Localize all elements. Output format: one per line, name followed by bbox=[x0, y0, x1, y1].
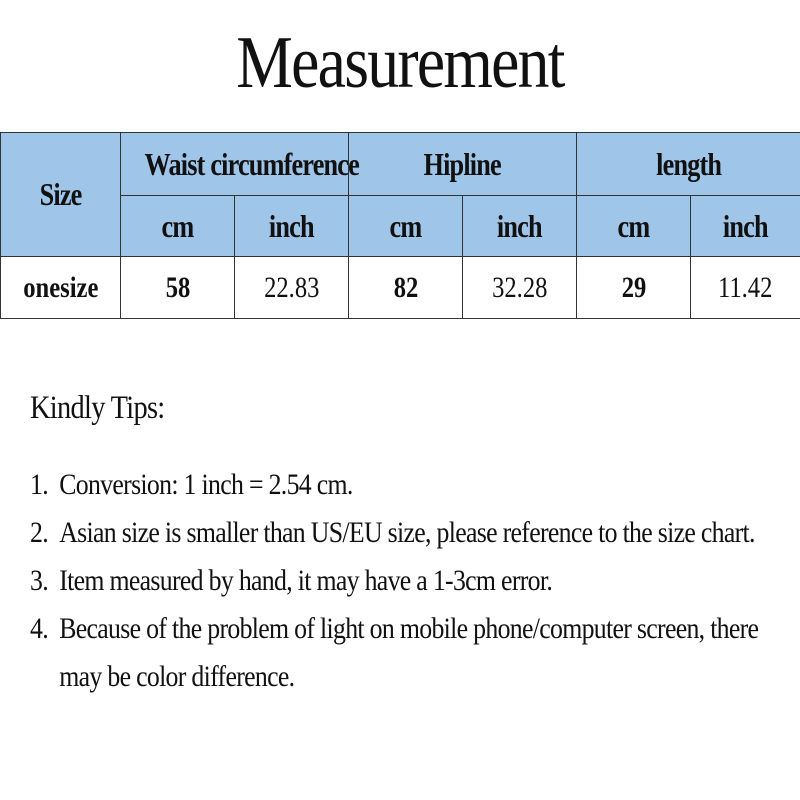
list-item bbox=[30, 509, 761, 557]
unit-header: inch bbox=[463, 196, 577, 257]
list-text: Because of the problem of light on mobile phone/computer screen, there may be color difference. bbox=[59, 612, 759, 693]
hipline-header: Hipline bbox=[349, 133, 577, 196]
list-text: Conversion: 1 inch = 2.54 cm. bbox=[59, 468, 353, 501]
table-row bbox=[1, 257, 800, 319]
list-number: 2. bbox=[30, 516, 48, 549]
value-cell: 58 bbox=[121, 257, 235, 319]
kindly-tips bbox=[30, 390, 800, 701]
list-item bbox=[30, 557, 761, 605]
unit-header: cm bbox=[577, 196, 691, 257]
value-cell: 32.28 bbox=[463, 257, 577, 319]
list-number: 1. bbox=[30, 468, 48, 501]
table-header-row bbox=[1, 133, 800, 196]
value-cell: 11.42 bbox=[691, 257, 800, 319]
list-item bbox=[30, 461, 761, 509]
unit-header: cm bbox=[349, 196, 463, 257]
size-cell: onesize bbox=[1, 257, 121, 319]
list-number: 3. bbox=[30, 564, 48, 597]
unit-header: cm bbox=[121, 196, 235, 257]
page-title: Measurement bbox=[236, 22, 564, 104]
value-cell: 82 bbox=[349, 257, 463, 319]
list-item bbox=[30, 605, 761, 701]
tips-title: Kindly Tips: bbox=[30, 390, 165, 426]
unit-header: inch bbox=[691, 196, 800, 257]
waist-header: Waist circumference bbox=[121, 133, 349, 196]
size-header: Size bbox=[1, 133, 121, 257]
unit-header: inch bbox=[235, 196, 349, 257]
list-text: Asian size is smaller than US/EU size, please reference to the size chart. bbox=[59, 516, 755, 549]
table-unit-row bbox=[1, 196, 800, 257]
length-header: length bbox=[577, 133, 800, 196]
size-chart-table bbox=[0, 132, 800, 319]
value-cell: 22.83 bbox=[235, 257, 349, 319]
value-cell: 29 bbox=[577, 257, 691, 319]
list-number: 4. bbox=[30, 612, 48, 645]
list-text: Item measured by hand, it may have a 1-3cm error. bbox=[59, 564, 553, 597]
